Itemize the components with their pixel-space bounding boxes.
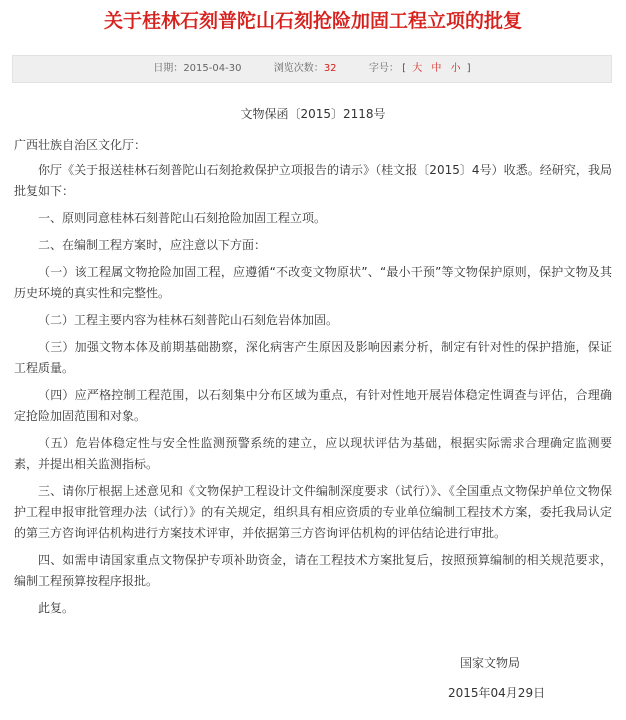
document-number: 文物保函〔2015〕2118号 <box>240 107 386 121</box>
paragraph-closing: 此复。 <box>38 601 75 615</box>
paragraph-item-1: 一、原则同意桂林石刻普陀山石刻抢险加固工程立项。 <box>38 211 327 225</box>
date-label: 日期： <box>153 63 184 74</box>
view-count: 32 <box>323 63 337 74</box>
page-title: 关于桂林石刻普陀山石刻抢险加固工程立项的批复 <box>103 10 522 32</box>
fontsize-bracket-close: ] <box>466 63 471 74</box>
paragraph-sub-4: （四）应严格控制工程范围，以石刻集中分布区域为重点，有针对性地开展岩体稳定性调查与评估，合理确定抢险加固范围和对象。 <box>14 388 612 423</box>
fontsize-large-link[interactable]: 大 <box>412 63 423 74</box>
paragraph-item-4: 四、如需申请国家重点文物保护专项补助资金，请在工程技术方案批复后，按照预算编制的相关规范要求，编制工程预算按程序报批。 <box>14 553 612 588</box>
paragraph-item-2: 二、在编制工程方案时，应注意以下方面： <box>38 238 267 252</box>
sign-date: 2015年04月29日 <box>448 686 546 700</box>
signature: 国家文物局 <box>460 656 521 670</box>
publish-date: 2015-04-30 <box>183 63 242 74</box>
addressee: 广西壮族自治区文化厅： <box>14 138 147 152</box>
fontsize-switcher <box>402 63 471 74</box>
document-body <box>14 104 612 625</box>
paragraph-sub-2: （二）工程主要内容为桂林石刻普陀山石刻危岩体加固。 <box>38 313 339 327</box>
paragraph-item-3: 三、请你厅根据上述意见和《文物保护工程设计文件编制深度要求（试行）》、《全国重点文物保护单位文物保护工程申报审批管理办法（试行）》的有关规定，组织具有相应资质的专业单位编制工程技术方案，委托我局认定的第三方咨询评估机构进行方案技术评审，并依据第三方咨询评估机构的评估结论进行审批。 <box>14 484 612 540</box>
paragraph-sub-1: （一）该工程属文物抢险加固工程，应遵循“不改变文物原状”、“最小干预”等文物保护原则，保护文物及其历史环境的真实性和完整性。 <box>14 265 612 300</box>
fontsize-bracket-open: [ <box>402 63 407 74</box>
paragraph-sub-5: （五）危岩体稳定性与安全性监测预警系统的建立，应以现状评估为基础，根据实际需求合理确定监测要素，并提出相关监测指标。 <box>14 436 612 471</box>
fontsize-small-link[interactable]: 小 <box>450 63 461 74</box>
fontsize-label: 字号： <box>368 63 399 74</box>
paragraph-intro: 你厅《关于报送桂林石刻普陀山石刻抢救保护立项报告的请示》（桂文报〔2015〕4号）收悉。经研究，我局批复如下： <box>14 163 612 198</box>
article-meta-bar <box>12 55 612 83</box>
views-label: 浏览次数： <box>273 63 324 74</box>
fontsize-medium-link[interactable]: 中 <box>431 63 442 74</box>
paragraph-sub-3: （三）加强文物本体及前期基础勘察，深化病害产生原因及影响因素分析，制定有针对性的保护措施，保证工程质量。 <box>14 340 612 375</box>
